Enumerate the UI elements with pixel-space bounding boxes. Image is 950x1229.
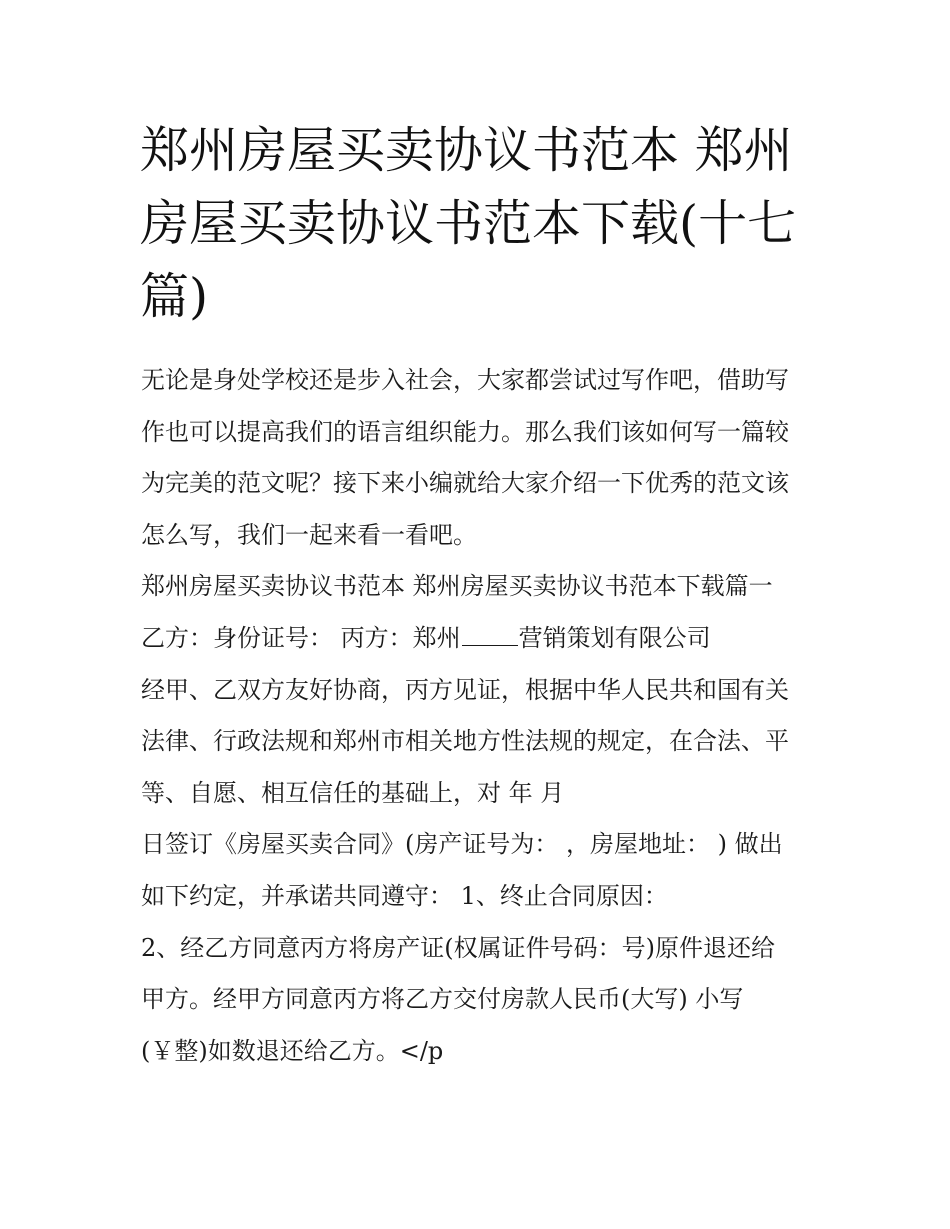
document-title: 郑州房屋买卖协议书范本 郑州房屋买卖协议书范本下载(十七篇) bbox=[140, 122, 797, 325]
paragraph-line: (￥整)如数退还给乙方。</p bbox=[141, 1036, 444, 1065]
party-line-prefix: 乙方：身份证号： 丙方：郑州 bbox=[141, 623, 461, 652]
paragraph-line: 甲方。经甲方同意丙方将乙方交付房款人民币(大写) 小写 bbox=[141, 985, 744, 1014]
paragraph-line: 日签订《房屋买卖合同》(房产证号为： ，房屋地址： ) 做出 bbox=[141, 830, 783, 859]
paragraph-line: 2、经乙方同意丙方将房产证(权属证件号码：号)原件退还给 bbox=[141, 933, 775, 962]
section-heading: 郑州房屋买卖协议书范本 郑州房屋买卖协议书范本下载篇一 bbox=[141, 572, 773, 601]
party-line-suffix: 营销策划有限公司 bbox=[518, 623, 711, 652]
party-line bbox=[141, 613, 821, 665]
paragraph-line: 无论是身处学校还是步入社会，大家都尝试过写作吧，借助写 bbox=[141, 366, 789, 394]
paragraph-line: 法律、行政法规和郑州市相关地方性法规的规定，在合法、平 bbox=[141, 727, 789, 756]
paragraph-line: 怎么写，我们一起来看一看吧。 bbox=[141, 520, 477, 549]
paragraph-line: 为完美的范文呢？接下来小编就给大家介绍一下优秀的范文该 bbox=[141, 469, 789, 498]
document-body bbox=[141, 355, 821, 1077]
paragraph-line: 作也可以提高我们的语言组织能力。那么我们该如何写一篇较 bbox=[141, 417, 789, 446]
paragraph-line: 等、自愿、相互信任的基础上，对 年 月 bbox=[141, 778, 565, 807]
fill-in-blank bbox=[462, 625, 518, 646]
paragraph-line: 经甲、乙双方友好协商，丙方见证，根据中华人民共和国有关 bbox=[141, 675, 789, 704]
paragraph-line: 如下约定，并承诺共同遵守： 1、终止合同原因： bbox=[141, 881, 668, 910]
